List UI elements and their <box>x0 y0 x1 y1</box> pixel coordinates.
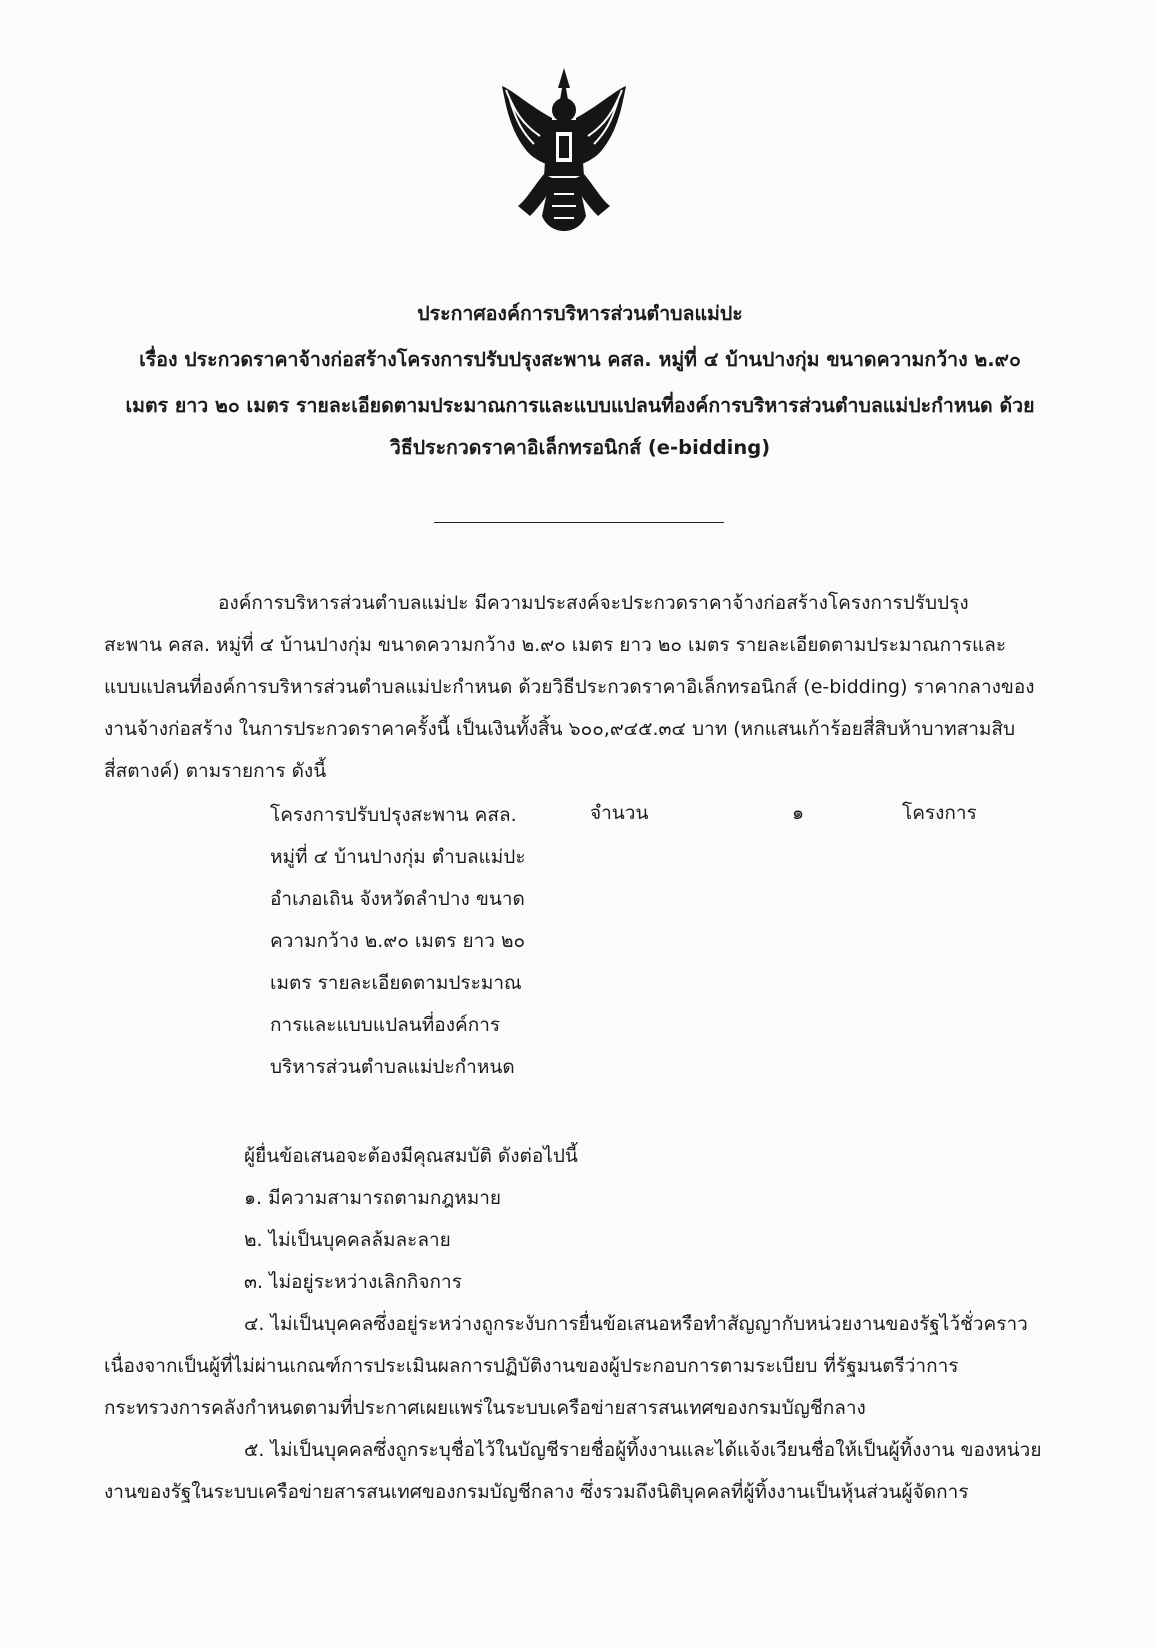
item-unit: โครงการ <box>902 802 977 824</box>
subject-line-2: เมตร ยาว ๒๐ เมตร รายละเอียดตามประมาณการและแบบแปลนที่องค์การบริหารส่วนตำบลแม่ปะกำหนด ด้วย <box>125 394 1035 417</box>
qualification-4-line-3: กระทรวงการคลังกำหนดตามที่ประกาศเผยแพร่ในระบบเครือข่ายสารสนเทศของกรมบัญชีกลาง <box>104 1397 866 1419</box>
item-desc-line-6: การและแบบแปลนที่องค์การ <box>270 1014 501 1036</box>
item-desc-line-4: ความกว้าง ๒.๙๐ เมตร ยาว ๒๐ <box>270 930 526 952</box>
intro-line-2: สะพาน คสล. หมู่ที่ ๔ บ้านปางกุ่ม ขนาดความกว้าง ๒.๙๐ เมตร ยาว ๒๐ เมตร รายละเอียดตามประมาณการและ <box>104 634 1007 656</box>
item-desc-line-1: โครงการปรับปรุงสะพาน คสล. <box>270 804 517 826</box>
qualification-4-line-1: ๔. ไม่เป็นบุคคลซึ่งอยู่ระหว่างถูกระงับการยื่นข้อเสนอหรือทำสัญญากับหน่วยงานของรัฐไว้ชั่วคราว <box>244 1313 1028 1335</box>
qualification-2: ๒. ไม่เป็นบุคคลล้มละลาย <box>244 1229 451 1251</box>
qualification-1: ๑. มีความสามารถตามกฎหมาย <box>244 1187 502 1209</box>
intro-line-3: แบบแปลนที่องค์การบริหารส่วนตำบลแม่ปะกำหนด ด้วยวิธีประกวดราคาอิเล็กทรอนิกส์ (e-bidding) ราคากลางของ <box>104 676 1035 698</box>
item-desc-line-3: อำเภอเถิน จังหวัดลำปาง ขนาด <box>270 888 525 910</box>
item-desc-line-5: เมตร รายละเอียดตามประมาณ <box>270 972 522 994</box>
item-quantity: ๑ <box>792 802 805 824</box>
qualification-5-line-1: ๕. ไม่เป็นบุคคลซึ่งถูกระบุชื่อไว้ในบัญชีรายชื่อผู้ทิ้งงานและได้แจ้งเวียนชื่อให้เป็นผู้ทิ้งงาน ของหน่วย <box>244 1439 1042 1461</box>
qualification-3: ๓. ไม่อยู่ระหว่างเลิกกิจการ <box>244 1271 462 1293</box>
item-quantity-label: จำนวน <box>590 802 649 824</box>
divider-line <box>434 522 724 523</box>
item-desc-line-2: หมู่ที่ ๔ บ้านปางกุ่ม ตำบลแม่ปะ <box>270 846 526 868</box>
qualification-5-line-2: งานของรัฐในระบบเครือข่ายสารสนเทศของกรมบัญชีกลาง ซึ่งรวมถึงนิติบุคคลที่ผู้ทิ้งงานเป็นหุ้นส่วนผู้จัดการ <box>104 1481 969 1503</box>
subject-line-1: เรื่อง ประกวดราคาจ้างก่อสร้างโครงการปรับปรุงสะพาน คสล. หมู่ที่ ๔ บ้านปางกุ่ม ขนาดความกว้าง ๒.๙๐ <box>139 348 1021 371</box>
intro-line-5: สี่สตางค์) ตามรายการ ดังนี้ <box>104 760 327 782</box>
announcement-title: ประกาศองค์การบริหารส่วนตำบลแม่ปะ <box>417 302 743 325</box>
qualifications-heading: ผู้ยื่นข้อเสนอจะต้องมีคุณสมบัติ ดังต่อไปนี้ <box>244 1145 578 1167</box>
intro-line-4: งานจ้างก่อสร้าง ในการประกวดราคาครั้งนี้ เป็นเงินทั้งสิ้น ๖๐๐,๙๔๕.๓๔ บาท (หกแสนเก้าร้อยสี่สิบห้าบาทสามสิบ <box>104 718 1016 740</box>
item-desc-line-7: บริหารส่วนตำบลแม่ปะกำหนด <box>270 1056 515 1078</box>
subject-line-3: วิธีประกวดราคาอิเล็กทรอนิกส์ (e-bidding) <box>389 436 771 459</box>
garuda-emblem-icon <box>500 66 628 242</box>
qualification-4-line-2: เนื่องจากเป็นผู้ที่ไม่ผ่านเกณฑ์การประเมินผลการปฏิบัติงานของผู้ประกอบการตามระเบียบ ที่รัฐมนตรีว่าการ <box>104 1355 959 1377</box>
intro-line-1: องค์การบริหารส่วนตำบลแม่ปะ มีความประสงค์จะประกวดราคาจ้างก่อสร้างโครงการปรับปรุง <box>218 592 969 614</box>
